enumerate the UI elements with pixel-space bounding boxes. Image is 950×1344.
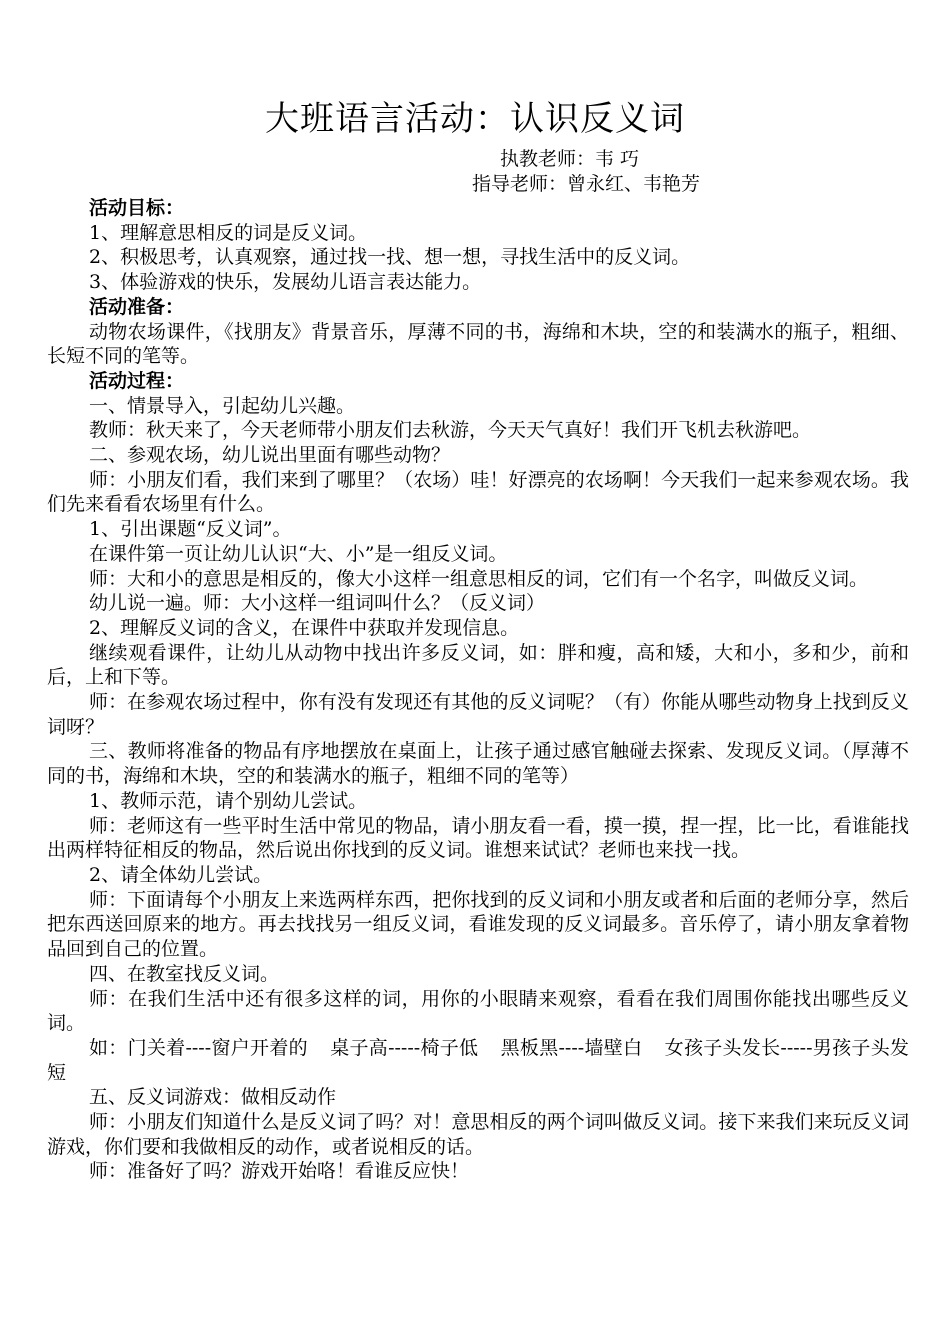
process-paragraph: 2、理解反义词的含义，在课件中获取并发现信息。 — [89, 616, 520, 639]
examples-lead: 如： — [89, 1036, 128, 1059]
process-paragraph: 四、在教室找反义词。 — [89, 962, 280, 985]
section-heading-process: 活动过程： — [89, 369, 185, 392]
example-item: 桌子高-----椅子低 — [329, 1036, 479, 1059]
example-item: 黑板黑----墙壁白 — [500, 1036, 643, 1059]
process-paragraph: 1、引出课题“反义词”。 — [89, 518, 292, 541]
process-paragraph: 二、参观农场，幼儿说出里面有哪些动物？ — [89, 444, 451, 467]
document-body — [47, 196, 909, 1184]
process-paragraph: 幼儿说一遍。师：大小这样一组词叫什么？（反义词） — [89, 592, 546, 615]
process-paragraph: 师：大和小的意思是相反的，像大小这样一组意思相反的词，它们有一个名字，叫做反义词。 — [89, 567, 869, 590]
section-heading-preparation: 活动准备： — [89, 295, 185, 318]
example-item: 门关着----窗户开着的 — [127, 1036, 308, 1059]
process-paragraph: 师：小朋友们看，我们来到了哪里？（农场）哇！好漂亮的农场啊！今天我们一起来参观农场。我们先来看看农场里有什么。 — [47, 468, 909, 516]
process-paragraph: 师：在参观农场过程中，你有没有发现还有其他的反义词呢？（有）你能从哪些动物身上找到反义词呀？ — [47, 691, 909, 738]
process-paragraph: 师：下面请每个小朋友上来选两样东西，把你找到的反义词和小朋友或者和后面的老师分享，然后把东西送回原来的地方。再去找找另一组反义词，看谁发现的反义词最多。音乐停了，请小朋友拿着物品回到自己的位置。 — [47, 888, 909, 961]
document-title: 大班语言活动：认识反义词 — [265, 99, 685, 139]
preparation-text: 动物农场课件，《找朋友》背景音乐，厚薄不同的书，海绵和木块，空的和装满水的瓶子，粗细、长短不同的笔等。 — [47, 320, 909, 368]
process-paragraph: 教师：秋天来了，今天老师带小朋友们去秋游，今天天气真好！我们开飞机去秋游吧。 — [89, 419, 812, 442]
goal-item: 1、理解意思相反的词是反义词。 — [89, 221, 368, 244]
process-paragraph: 2、请全体幼儿尝试。 — [89, 863, 273, 886]
game-paragraph: 五、反义词游戏：做相反动作 — [89, 1086, 337, 1109]
process-paragraph: 三、教师将准备的物品有序地摆放在桌面上，让孩子通过感官触碰去探索、发现反义词。（厚薄不同的书，海绵和木块，空的和装满水的瓶子，粗细不同的笔等） — [47, 740, 909, 788]
guiding-teachers: 指导老师：曾永红、韦艳芳 — [472, 173, 701, 195]
process-paragraph: 在课件第一页让幼儿认识“大、小”是一组反义词。 — [89, 542, 508, 565]
process-paragraph: 一、情景导入，引起幼儿兴趣。 — [89, 394, 356, 417]
goal-item: 2、积极思考，认真观察，通过找一找、想一想，寻找生活中的反义词。 — [89, 246, 691, 269]
process-paragraph: 继续观看课件，让幼儿从动物中找出许多反义词，如：胖和瘦，高和矮，大和小，多和少，前和后，上和下等。 — [47, 641, 909, 689]
teaching-teacher: 执教老师：韦 巧 — [500, 148, 640, 170]
game-paragraph: 师：小朋友们知道什么是反义词了吗？对！意思相反的两个词叫做反义词。接下来我们来玩反义词游戏，你们要和我做相反的动作，或者说相反的话。 — [47, 1111, 909, 1158]
game-paragraph: 师：准备好了吗？游戏开始咯！看谁反应快！ — [89, 1160, 470, 1183]
process-paragraph: 师：在我们生活中还有很多这样的词，用你的小眼睛来观察，看看在我们周围你能找出哪些反义词。 — [47, 987, 909, 1035]
antonym-examples — [47, 1036, 909, 1085]
process-paragraph: 师：老师这有一些平时生活中常见的物品，请小朋友看一看，摸一摸，捏一捏，比一比，看谁能找出两样特征相反的物品，然后说出你找到的反义词。谁想来试试？老师也来找一找。 — [47, 814, 909, 862]
section-heading-goals: 活动目标： — [89, 197, 185, 219]
example-item: 女孩子头发长-----男孩子头发短 — [47, 1036, 909, 1084]
goal-item: 3、体验游戏的快乐，发展幼儿语言表达能力。 — [89, 271, 482, 294]
process-paragraph: 1、教师示范，请个别幼儿尝试。 — [89, 789, 368, 812]
